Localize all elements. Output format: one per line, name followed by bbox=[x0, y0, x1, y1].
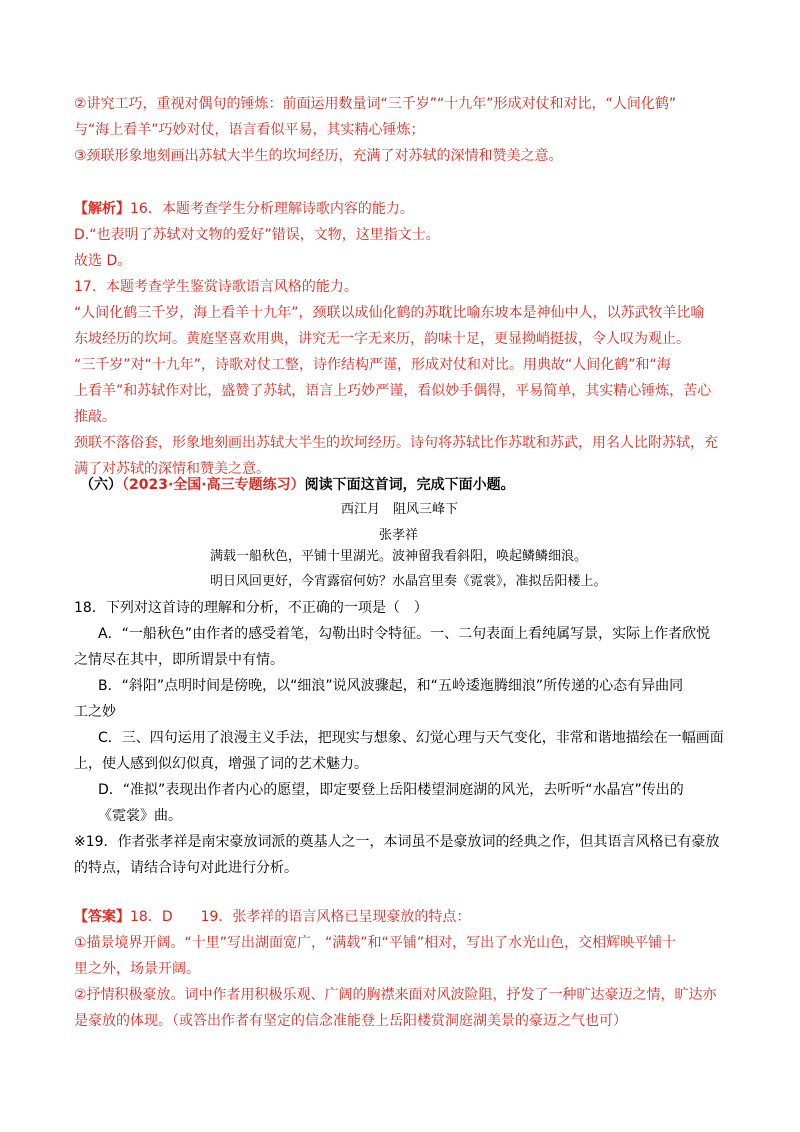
answer-cont-line: ②讲究工巧，重视对偶句的锤炼：前面运用数量词“三千岁”“十九年”形成对仗和对比，“人间化鹤” bbox=[74, 96, 677, 112]
answer-cont-line: 与“海上看羊”巧妙对仗，语言看似平易，其实精心锤炼； bbox=[74, 122, 425, 138]
answer-tag: 【答案】 bbox=[74, 909, 130, 925]
answer-cont-line: ③颈联形象地刻画出苏轼大半生的坎坷经历，充满了对苏轼的深情和赞美之意。 bbox=[74, 148, 563, 164]
answer-heading bbox=[74, 907, 470, 927]
analysis-body-line: “三千岁”对“十九年”，诗歌对仗工整，诗作结构严谨，形成对仗和对比。用典故“人间化鹤”和“海 bbox=[74, 357, 671, 373]
analysis-body-line: 颈联不落俗套，形象地刻画出苏轼大半生的坎坷经历。诗句将苏轼比作苏耽和苏武，用名人比附苏轼，充 bbox=[74, 435, 718, 451]
section-number: （六） bbox=[80, 477, 122, 493]
question-19-line: ※19．作者张孝祥是南宋豪放词派的奠基人之一，本词虽不是豪放词的经典之作，但其语言风格已有豪放 bbox=[74, 834, 720, 850]
option-c-cont: 上，使人感到似幻似真，增强了词的艺术魅力。 bbox=[74, 756, 368, 772]
section-source: （2023·全国·高三专题练习） bbox=[122, 477, 305, 493]
answer-line: ①描景境界开阔。“十里”写出湖面宽广，“满载”和“平铺”相对，写出了水光山色，交相辉映平铺十 bbox=[74, 935, 677, 951]
analysis-body-line: 东坡经历的坎坷。黄庭坚喜欢用典，讲究无一字无来历，韵味十足，更显拗峭挺拔，令人叹为观止。 bbox=[74, 331, 690, 347]
analysis-line: 故选 D。 bbox=[74, 253, 132, 269]
analysis-body-line: 上看羊”和苏轼作对比，盛赞了苏轼，语言上巧妙严谨，看似妙手偶得，平易简单，其实精心锤炼，苦心 bbox=[74, 383, 712, 399]
analysis-body-line: 推敲。 bbox=[74, 409, 116, 425]
option-b: B．“斜阳”点明时间是傍晚，以“细浪”说风波骤起，和“五岭逶迤腾细浪”所传递的心态有异曲同 bbox=[98, 678, 684, 694]
poem-author: 张孝祥 bbox=[379, 528, 419, 543]
analysis-body-line: 满了对苏轼的深情和赞美之意。 bbox=[74, 461, 270, 477]
section-header bbox=[80, 475, 515, 495]
answer-line: 是豪放的体现。（或答出作者有坚定的信念准能登上岳阳楼赏洞庭湖美景的豪迈之气也可） bbox=[74, 1013, 627, 1029]
analysis-heading bbox=[74, 199, 414, 219]
option-c: C．三、四句运用了浪漫主义手法，把现实与想象、幻觉心理与天气变化，非常和谐地描绘在一幅画面 bbox=[98, 730, 724, 746]
answer-18-19: 18．D 19．张孝祥的语言风格已呈现豪放的特点： bbox=[130, 909, 471, 925]
option-b-cont: 工之妙 bbox=[74, 704, 116, 720]
section-instruction: 阅读下面这首词，完成下面小题。 bbox=[304, 477, 515, 493]
option-d-cont: 《霓裳》曲。 bbox=[98, 808, 182, 824]
poem-line: 明日风回更好，今宵露宿何妨？水晶宫里奏《霓裳》，准拟岳阳楼上。 bbox=[210, 574, 607, 589]
analysis-q17: 17．本题考查学生鉴赏诗歌语言风格的能力。 bbox=[74, 279, 358, 295]
option-d: D．“准拟”表现出作者内心的愿望，即定要登上岳阳楼望洞庭湖的风光，去听听“水晶宫”传出的 bbox=[98, 782, 684, 798]
poem-title: 西江月 阻风三峰下 bbox=[341, 502, 459, 517]
option-a: A．“一船秋色”由作者的感受着笔，勾勒出时令特征。一、二句表面上看纯属写景，实际上作者欣悦 bbox=[98, 626, 711, 642]
analysis-tag: 【解析】 bbox=[74, 201, 130, 217]
analysis-body-line: “人间化鹤三千岁，海上看羊十九年”，颈联以成仙化鹤的苏耽比喻东坡本是神仙中人，以苏武牧羊比喻 bbox=[74, 305, 705, 321]
answer-line: ②抒情积极豪放。词中作者用积极乐观、广阔的胸襟来面对风波险阻，抒发了一种旷达豪迈之情，旷达亦 bbox=[74, 987, 717, 1003]
question-19-line: 的特点，请结合诗句对此进行分析。 bbox=[74, 860, 298, 876]
question-18-stem: 18．下列对这首诗的理解和分析，不正确的一项是（ ） bbox=[74, 600, 428, 616]
analysis-line: D.“也表明了苏轼对文物的爱好”错误，文物，这里指文士。 bbox=[74, 227, 440, 243]
option-a-cont: 之情尽在其中，即所谓景中有情。 bbox=[74, 652, 284, 668]
poem-line: 满载一船秋色，平铺十里湖光。波神留我看斜阳，唤起鳞鳞细浪。 bbox=[210, 549, 588, 564]
analysis-q16: 16．本题考查学生分析理解诗歌内容的能力。 bbox=[130, 201, 414, 217]
answer-line: 里之外，场景开阔。 bbox=[74, 961, 200, 977]
